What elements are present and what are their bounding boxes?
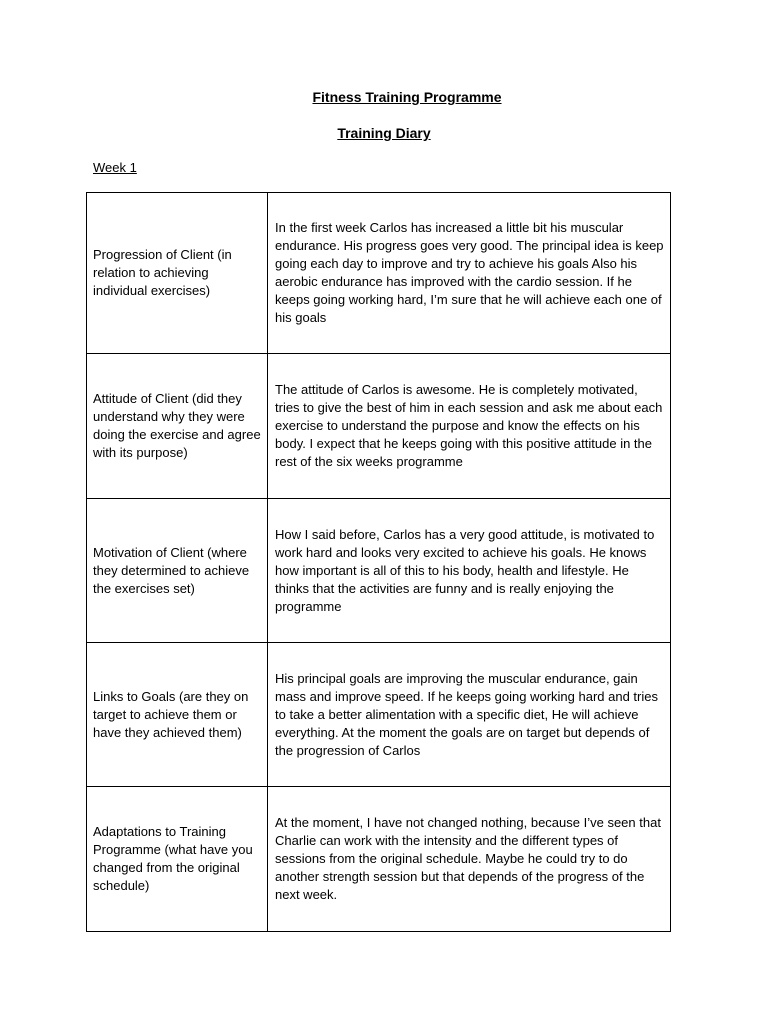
table-row	[87, 499, 671, 643]
row-text: At the moment, I have not changed nothing, because I’ve seen that Charlie can work with the intensity and the different types of sessions from the original schedule. Maybe he could try to do another strength session but that depends of the progress of the next week.	[268, 787, 671, 932]
table-row	[87, 643, 671, 787]
table-row	[87, 354, 671, 499]
row-label: Progression of Client (in relation to achieving individual exercises)	[87, 193, 268, 354]
row-label: Adaptations to Training Programme (what have you changed from the original schedule)	[87, 787, 268, 932]
row-text: His principal goals are improving the muscular endurance, gain mass and improve speed. If he keeps going working hard and tries to take a better alimentation with a specific diet, He will achieve everything. At the moment the goals are on target but depends of the progression of Carlos	[268, 643, 671, 787]
row-label: Motivation of Client (where they determined to achieve the exercises set)	[87, 499, 268, 643]
table-row	[87, 193, 671, 354]
week-label: Week 1	[93, 160, 137, 175]
page-subtitle: Training Diary	[337, 125, 431, 141]
row-text: How I said before, Carlos has a very good attitude, is motivated to work hard and looks very excited to achieve his goals. He knows how important is all of this to his body, health and lifestyle. He thinks that the activities are funny and is really enjoying the programme	[268, 499, 671, 643]
row-label: Attitude of Client (did they understand why they were doing the exercise and agree with its purpose)	[87, 354, 268, 499]
row-text: In the first week Carlos has increased a little bit his muscular endurance. His progress goes very good. The principal idea is keep going each day to improve and try to achieve his goals Also his aerobic endurance has improved with the cardio session. If he keeps going working hard, I’m sure that he will achieve each one of his goals	[268, 193, 671, 354]
row-text: The attitude of Carlos is awesome. He is completely motivated, tries to give the best of him in each session and ask me about each exercise to understand the purpose and know the effects on his body. I expect that he keeps going with this positive attitude in the rest of the six weeks programme	[268, 354, 671, 499]
page-title: Fitness Training Programme	[312, 89, 502, 105]
row-label: Links to Goals (are they on target to achieve them or have they achieved them)	[87, 643, 268, 787]
training-diary-table	[86, 192, 671, 932]
table-row	[87, 787, 671, 932]
